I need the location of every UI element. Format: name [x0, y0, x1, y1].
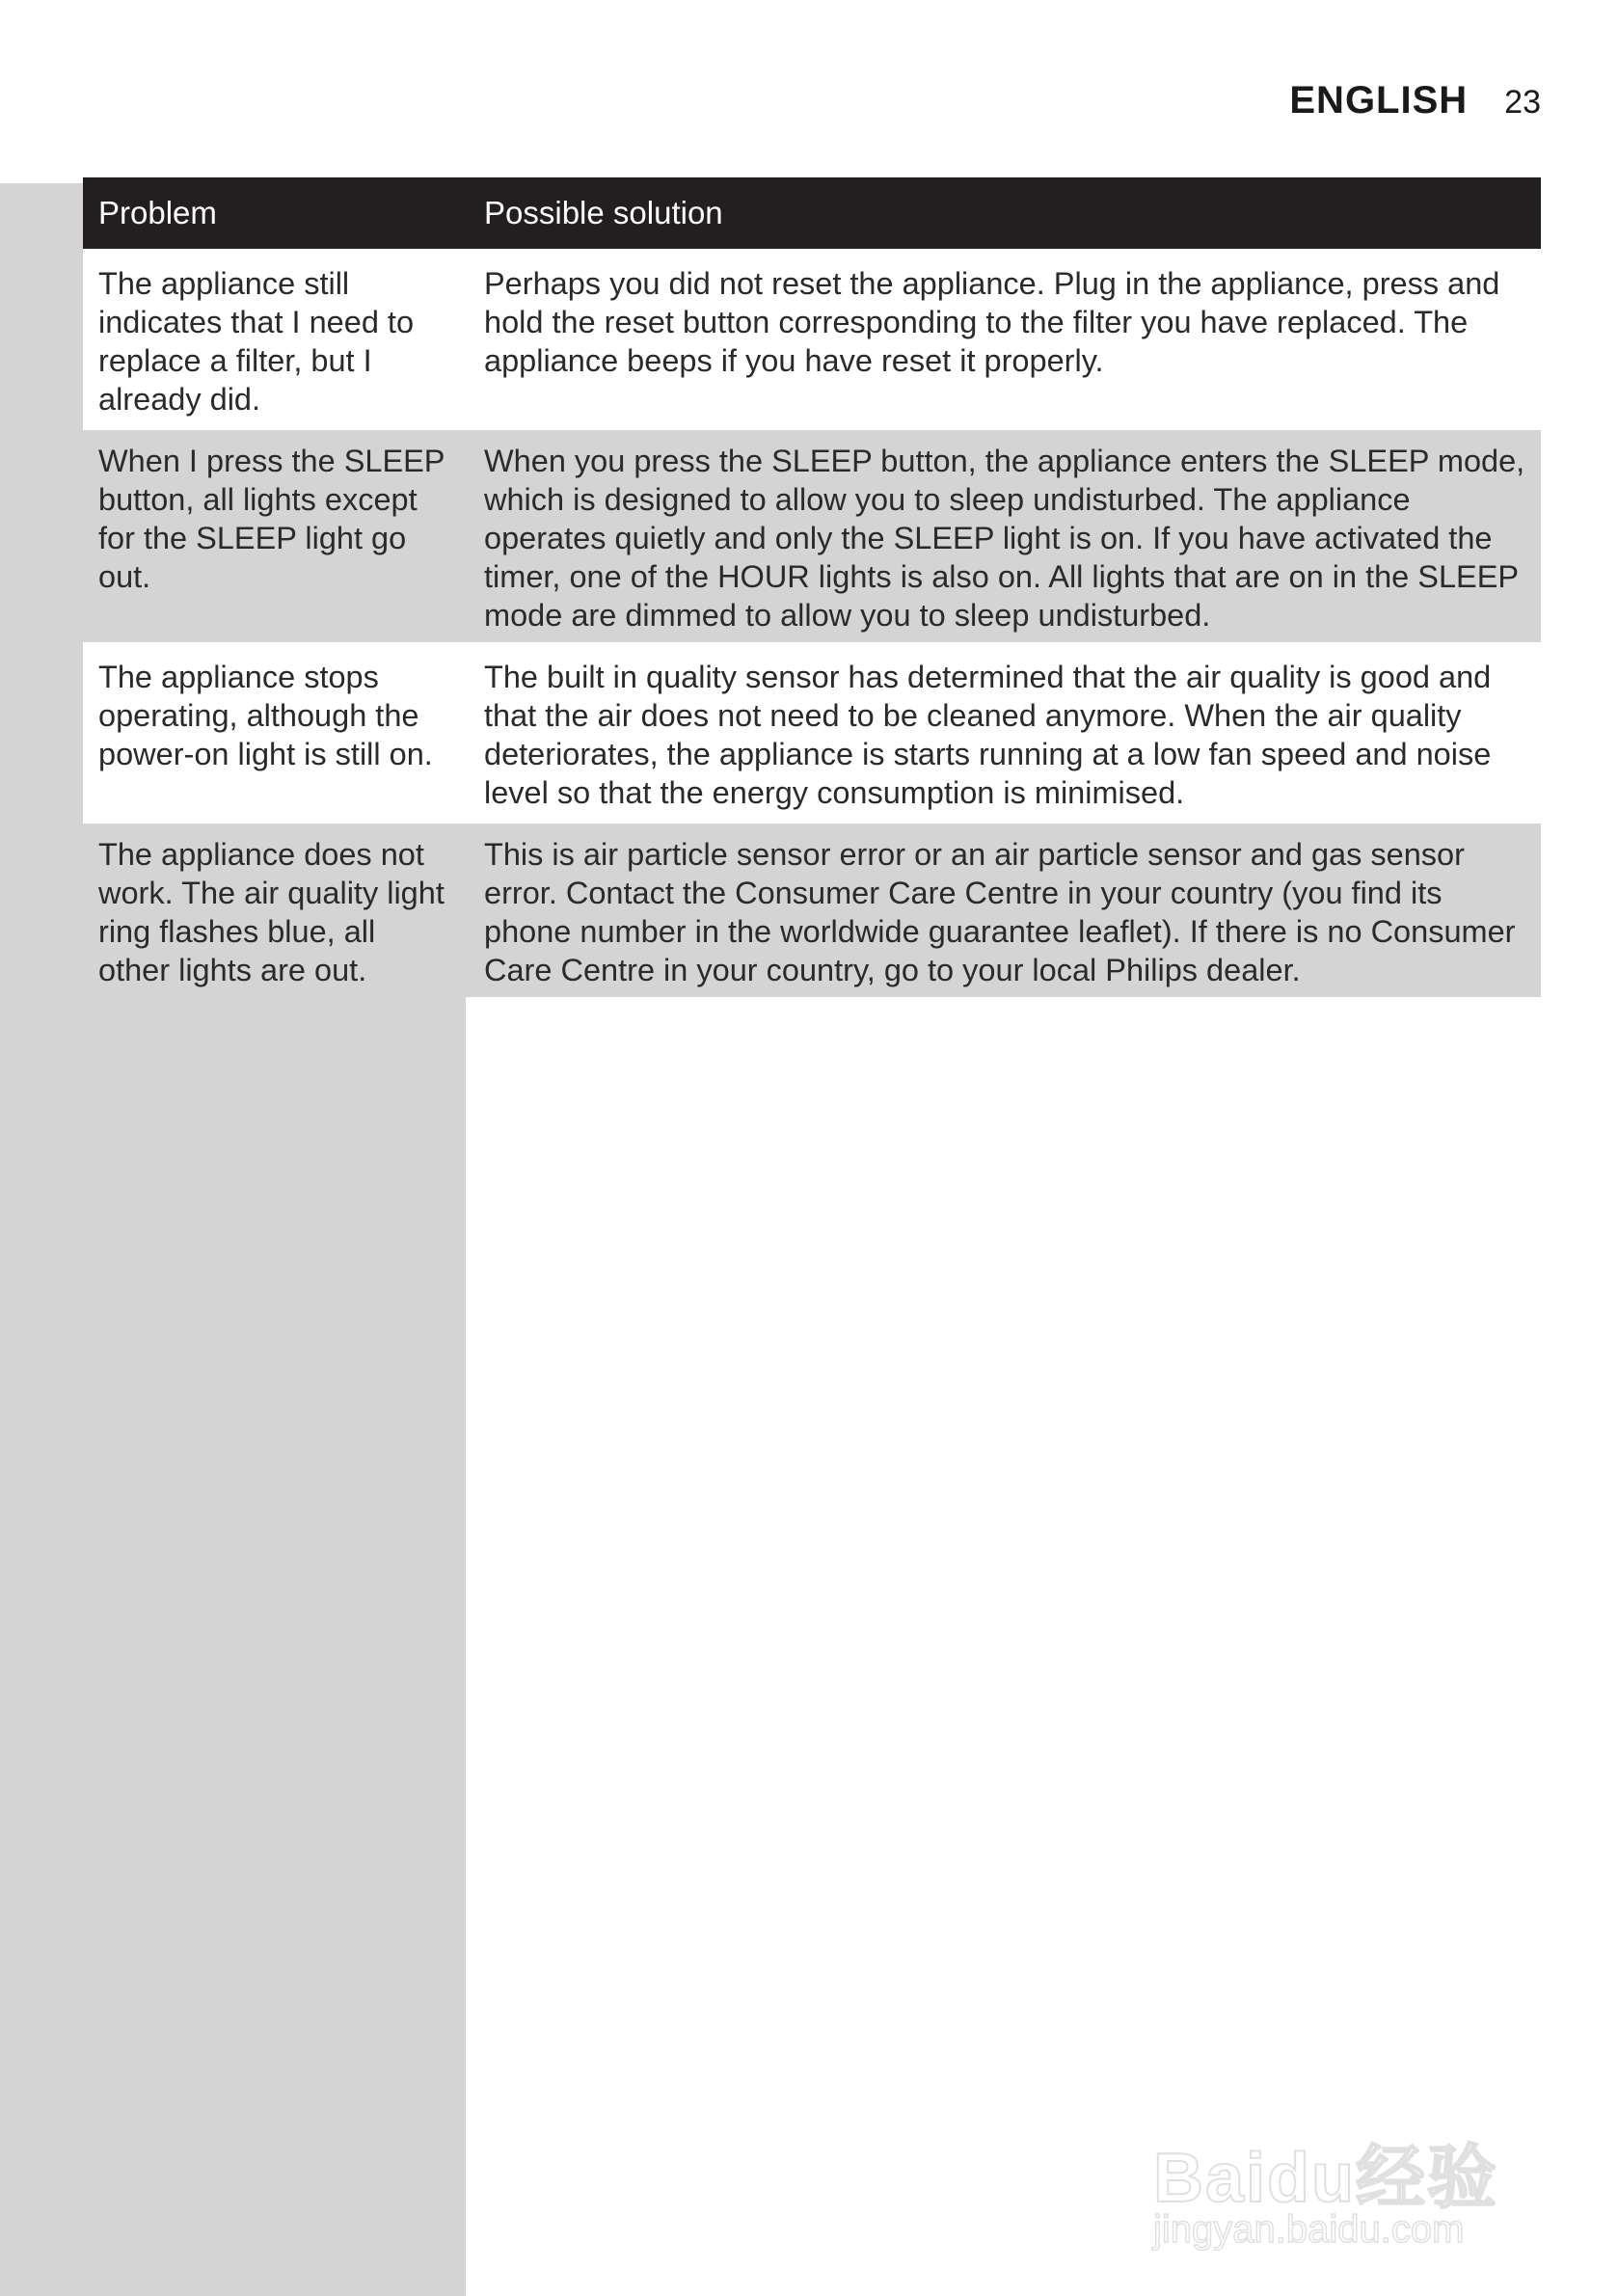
- troubleshooting-table-container: [83, 177, 1541, 997]
- table-row: [83, 644, 1541, 822]
- problem-cell: When I press the SLEEP button, all lights except for the SLEEP light go out.: [83, 428, 469, 644]
- table-row: [83, 428, 1541, 644]
- table-row: [83, 251, 1541, 428]
- solution-cell: The built in quality sensor has determined that the air quality is good and that the air does not need to be cleaned anymore. When the air quality deteriorates, the appliance is starts running at a low fan speed and noise level so that the energy consumption is minimised.: [469, 644, 1541, 822]
- troubleshooting-table: [83, 177, 1541, 997]
- solution-cell: This is air particle sensor error or an air particle sensor and gas sensor error. Contact the Consumer Care Centre in your country (you find its phone number in the worldwide guarantee leaflet). If there is no Consumer Care Centre in your country, go to your local Philips dealer.: [469, 822, 1541, 997]
- table-header-row: [83, 177, 1541, 251]
- watermark-brand: Baidu经验: [1153, 2140, 1499, 2217]
- problem-cell: The appliance does not work. The air quality light ring flashes blue, all other lights are out.: [83, 822, 469, 997]
- table-row: [83, 822, 1541, 997]
- page-number: 23: [1504, 84, 1541, 121]
- column-header-solution: Possible solution: [469, 177, 1541, 251]
- solution-cell: When you press the SLEEP button, the appliance enters the SLEEP mode, which is designed to allow you to sleep undisturbed. The appliance operates quietly and only the SLEEP light is on. If you have activated the timer, one of the HOUR lights is also on. All lights that are on in the SLEEP mode are dimmed to allow you to sleep undisturbed.: [469, 428, 1541, 644]
- baidu-watermark: [1153, 2064, 1539, 2256]
- problem-cell: The appliance still indicates that I need to replace a filter, but I already did.: [83, 251, 469, 428]
- solution-cell: Perhaps you did not reset the appliance. Plug in the appliance, press and hold the reset button corresponding to the filter you have replaced. The appliance beeps if you have reset it properly.: [469, 251, 1541, 428]
- problem-cell: The appliance stops operating, although the power-on light is still on.: [83, 644, 469, 822]
- column-header-problem: Problem: [83, 177, 469, 251]
- language-label: ENGLISH: [1289, 79, 1469, 122]
- watermark-url: jingyan.baidu.com: [1153, 2208, 1465, 2251]
- page-header: [1289, 79, 1541, 122]
